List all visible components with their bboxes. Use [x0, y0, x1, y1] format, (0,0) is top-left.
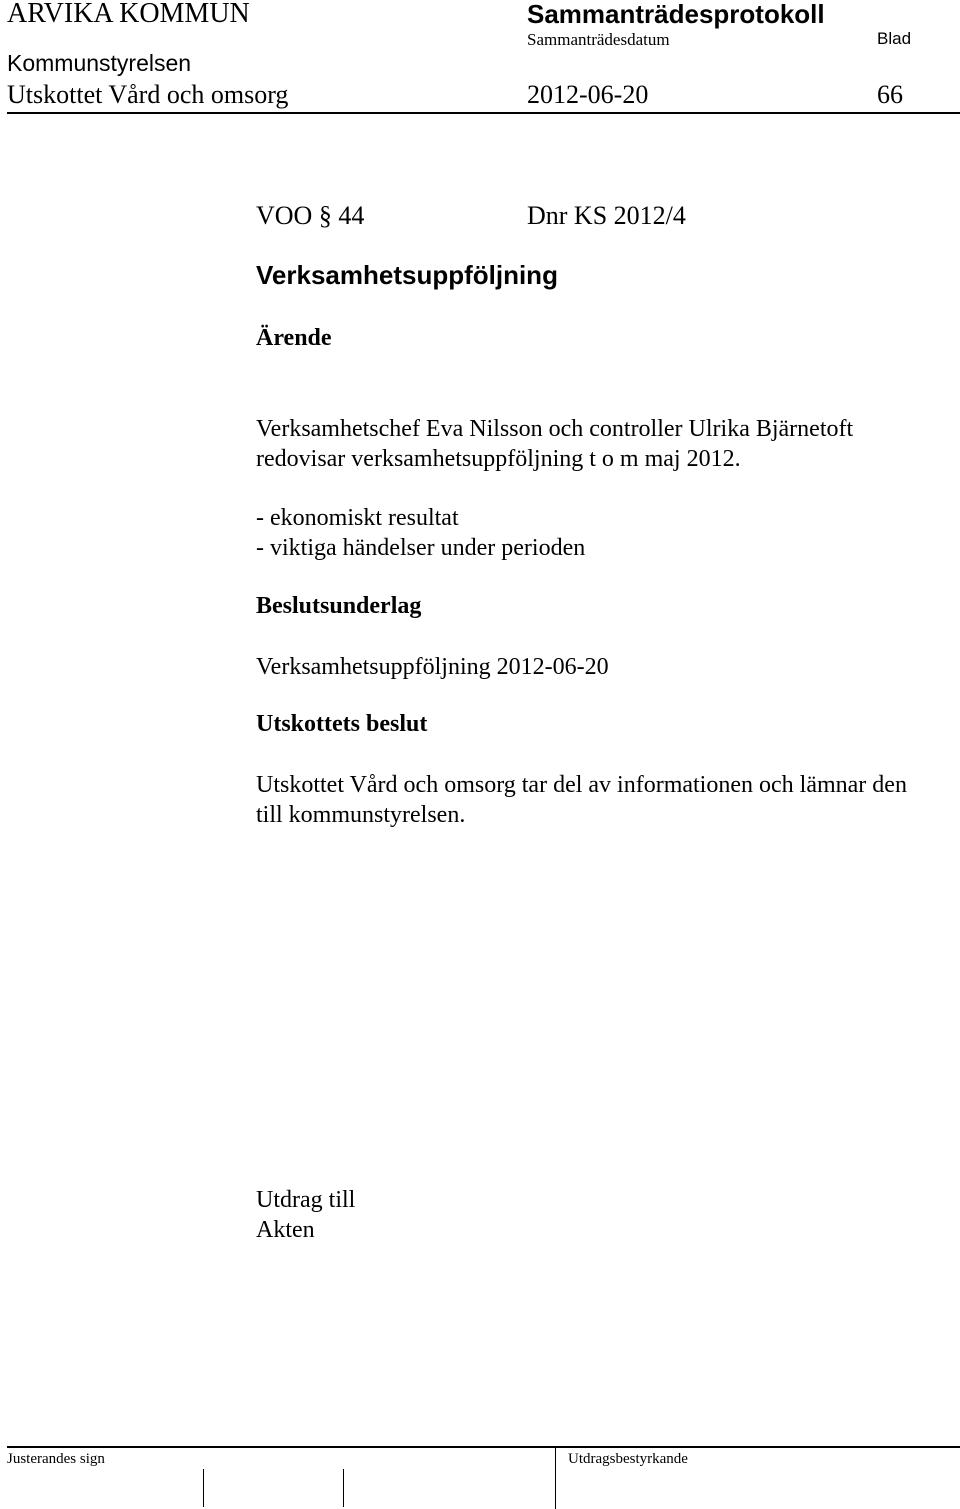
beslutsunderlag-text: Verksamhetsuppföljning 2012-06-20 — [256, 654, 609, 680]
board-name: Kommunstyrelsen — [7, 50, 192, 76]
decision-text-line: till kommunstyrelsen. — [256, 802, 466, 828]
distribution-list — [256, 1185, 355, 1245]
list-item: - viktiga händelser under perioden — [256, 535, 586, 561]
arende-text — [256, 414, 853, 474]
organization-name: ARVIKA KOMMUN — [7, 0, 250, 29]
decision-text-line: Utskottet Vård och omsorg tar del av informationen och lämnar den — [256, 772, 907, 798]
distribution-recipient: Akten — [256, 1217, 315, 1243]
page-label: Blad — [877, 29, 912, 48]
utdragsbestyrkande-label: Utdragsbestyrkande — [568, 1451, 688, 1467]
arende-text-line: redovisar verksamhetsuppföljning t o m maj 2012. — [256, 446, 741, 472]
list-item: - ekonomiskt resultat — [256, 505, 459, 531]
beslutsunderlag-heading: Beslutsunderlag — [256, 593, 422, 619]
footer-divider — [7, 1446, 960, 1448]
document-type: Sammanträdesprotokoll — [527, 0, 825, 29]
meeting-date: 2012-06-20 — [527, 80, 649, 109]
arende-list — [256, 503, 585, 563]
utskottets-beslut-text — [256, 770, 907, 830]
date-label: Sammanträdesdatum — [527, 30, 670, 49]
arende-text-line: Verksamhetschef Eva Nilsson och controller Ulrika Bjärnetoft — [256, 416, 854, 442]
signature-box-divider — [343, 1469, 344, 1507]
diary-number: Dnr KS 2012/4 — [527, 201, 686, 230]
utskottets-beslut-heading: Utskottets beslut — [256, 711, 428, 737]
footer-column-divider — [555, 1446, 556, 1509]
header-divider — [7, 112, 960, 114]
arende-heading: Ärende — [256, 325, 332, 351]
justerandes-sign-label: Justerandes sign — [7, 1451, 105, 1467]
signature-box-divider — [203, 1469, 204, 1507]
page-number: 66 — [877, 80, 903, 109]
item-title: Verksamhetsuppföljning — [256, 260, 558, 290]
committee-name: Utskottet Vård och omsorg — [7, 80, 289, 109]
paragraph-reference: VOO § 44 — [256, 201, 365, 230]
distribution-heading: Utdrag till — [256, 1187, 356, 1213]
